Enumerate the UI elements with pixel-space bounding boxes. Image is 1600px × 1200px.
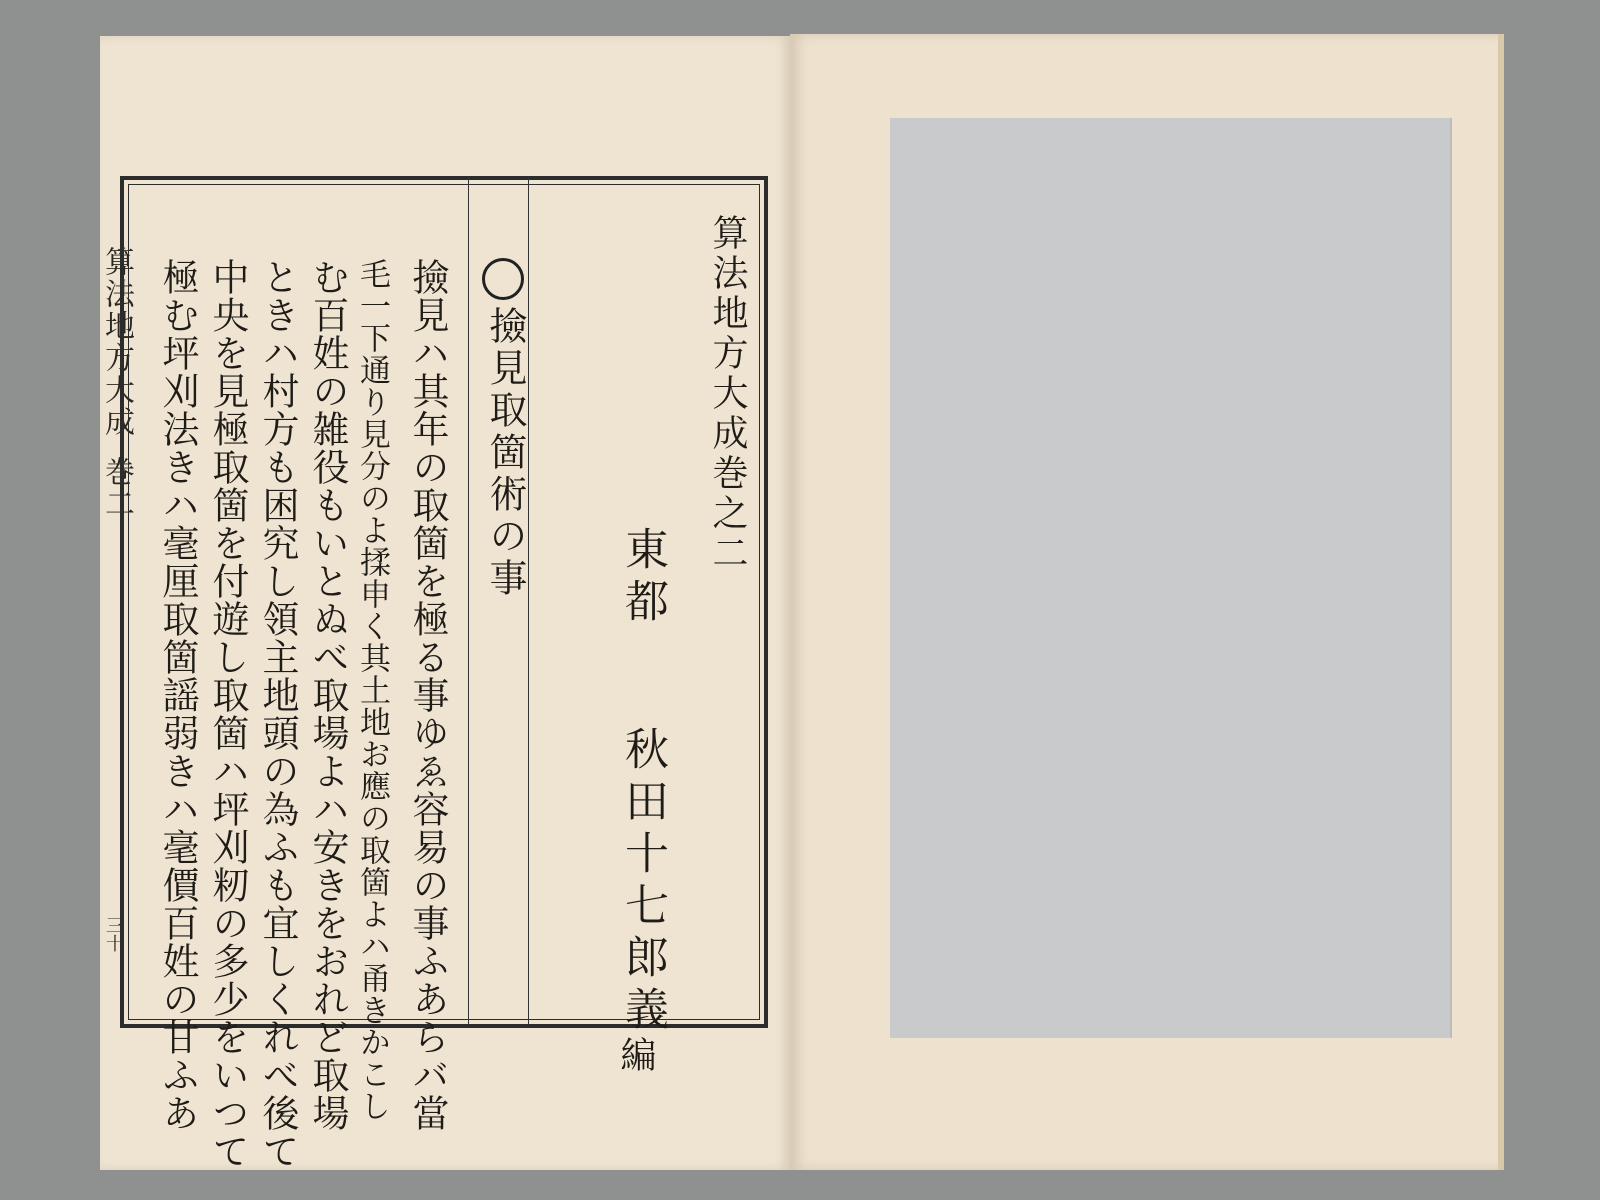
body-column: 毛一下通り見分のよ揉申く其土地お應の取箇よハ甬きかこし <box>354 258 390 1122</box>
circle-mark-icon <box>482 258 524 300</box>
column-rule <box>468 176 469 1024</box>
author-name: 秋田十七郎義 <box>617 726 668 1038</box>
folio-number: 三十 <box>103 916 124 952</box>
blank-fly-leaf <box>890 118 1452 1038</box>
body-column: 中央を見極取箇を付遊し取箇ハ坪刈籾の多少をいつて <box>206 258 249 1170</box>
spine-volume: 巻二 <box>99 456 134 520</box>
body-column: む百姓の雑役もいとぬべ取場よハ安きをおれど取場 <box>306 258 349 1132</box>
page-edge <box>1498 34 1504 1170</box>
body-column: 撿見ハ其年の取箇を極る事ゆゑ容易の事ふあらバ當 <box>406 258 449 1132</box>
book-title: 算法地方大成巻之二 <box>707 214 748 574</box>
author-role: 編 <box>615 1036 656 1080</box>
spine-title: 算法地方大成 <box>99 246 134 438</box>
column-rule <box>528 176 529 1024</box>
body-column: 極む坪刈法きハ毫厘取箇謡弱きハ毫價百姓の甘ふあ <box>156 258 199 1132</box>
left-page <box>100 36 790 1170</box>
open-book <box>100 34 1500 1170</box>
right-page <box>790 34 1500 1170</box>
section-heading: 撿見取箇術の事 <box>483 306 527 600</box>
author-place: 東都 <box>617 526 668 630</box>
body-column: ときハ村方も困究し領主地頭の為ふも宜しくれべ後て <box>256 258 299 1170</box>
